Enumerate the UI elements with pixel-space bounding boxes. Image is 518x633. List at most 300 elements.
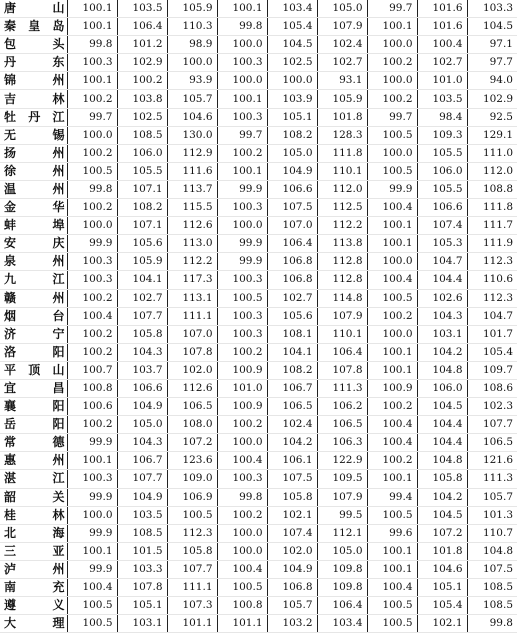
index-value-cell: 105.1 xyxy=(117,597,167,615)
city-name: 湛 江 xyxy=(4,471,65,486)
index-value-cell: 103.5 xyxy=(117,0,167,18)
index-value-cell: 130.0 xyxy=(167,126,217,144)
index-value-cell: 102.9 xyxy=(467,90,517,108)
index-value-cell: 100.3 xyxy=(217,199,267,217)
index-value-cell: 105.9 xyxy=(117,253,167,271)
index-value-cell: 122.9 xyxy=(317,452,367,470)
table-row xyxy=(0,253,517,271)
index-value-cell: 100.5 xyxy=(367,162,417,180)
index-value-cell: 105.1 xyxy=(417,579,467,597)
table-row xyxy=(0,307,517,325)
index-value-cell: 102.7 xyxy=(317,54,367,72)
index-value-cell: 100.3 xyxy=(217,54,267,72)
city-name: 北 海 xyxy=(4,525,65,540)
index-value-cell: 108.2 xyxy=(267,126,317,144)
index-value-cell: 100.2 xyxy=(67,90,117,108)
table-row xyxy=(0,217,517,235)
index-value-cell: 104.6 xyxy=(417,560,467,578)
index-value-cell: 103.5 xyxy=(417,90,467,108)
index-value-cell: 114.8 xyxy=(317,289,367,307)
table-row xyxy=(0,470,517,488)
index-value-cell: 109.3 xyxy=(417,126,467,144)
index-value-cell: 106.1 xyxy=(267,452,317,470)
city-name-cell xyxy=(0,506,67,524)
index-value-cell: 103.5 xyxy=(117,506,167,524)
index-value-cell: 108.1 xyxy=(267,325,317,343)
table-row xyxy=(0,108,517,126)
index-value-cell: 107.0 xyxy=(167,325,217,343)
city-name: 韶 关 xyxy=(4,489,65,504)
index-value-cell: 106.8 xyxy=(267,271,317,289)
city-name-cell xyxy=(0,126,67,144)
index-value-cell: 107.9 xyxy=(317,488,367,506)
index-value-cell: 102.0 xyxy=(267,542,317,560)
city-name: 安 庆 xyxy=(4,236,65,251)
index-value-cell: 100.4 xyxy=(417,36,467,54)
city-name-cell xyxy=(0,398,67,416)
index-value-cell: 100.0 xyxy=(67,506,117,524)
table-row xyxy=(0,452,517,470)
index-value-cell: 112.6 xyxy=(167,217,217,235)
city-name-cell xyxy=(0,289,67,307)
index-value-cell: 107.4 xyxy=(417,217,467,235)
index-value-cell: 100.8 xyxy=(67,379,117,397)
index-value-cell: 105.0 xyxy=(317,542,367,560)
index-value-cell: 108.5 xyxy=(467,597,517,615)
index-value-cell: 99.9 xyxy=(67,434,117,452)
city-name-cell xyxy=(0,379,67,397)
index-value-cell: 109.0 xyxy=(167,470,217,488)
table-row xyxy=(0,597,517,615)
index-value-cell: 102.4 xyxy=(267,416,317,434)
index-value-cell: 101.6 xyxy=(417,0,467,18)
index-value-cell: 105.6 xyxy=(117,235,167,253)
index-value-cell: 107.1 xyxy=(117,180,167,198)
table-row xyxy=(0,126,517,144)
index-value-cell: 100.1 xyxy=(67,542,117,560)
city-name: 南 充 xyxy=(4,580,65,595)
index-value-cell: 112.3 xyxy=(467,289,517,307)
city-name: 遵 义 xyxy=(4,598,65,613)
index-value-cell: 100.1 xyxy=(67,0,117,18)
table-row xyxy=(0,36,517,54)
city-name: 惠 州 xyxy=(4,453,65,468)
index-value-cell: 106.2 xyxy=(317,398,367,416)
index-value-cell: 111.7 xyxy=(467,217,517,235)
index-value-cell: 100.1 xyxy=(217,90,267,108)
index-value-cell: 109.8 xyxy=(317,560,367,578)
table-row xyxy=(0,524,517,542)
city-name: 常 德 xyxy=(4,435,65,450)
index-value-cell: 105.7 xyxy=(467,488,517,506)
index-value-cell: 105.4 xyxy=(267,18,317,36)
city-name: 九 江 xyxy=(4,272,65,287)
city-name: 秦皇岛 xyxy=(4,19,65,34)
table-row xyxy=(0,162,517,180)
index-value-cell: 92.5 xyxy=(467,108,517,126)
index-value-cell: 100.3 xyxy=(67,271,117,289)
index-value-cell: 107.1 xyxy=(117,217,167,235)
index-value-cell: 107.5 xyxy=(267,470,317,488)
index-value-cell: 104.4 xyxy=(417,434,467,452)
index-value-cell: 108.5 xyxy=(117,126,167,144)
city-name-cell xyxy=(0,271,67,289)
index-value-cell: 105.4 xyxy=(417,597,467,615)
index-value-cell: 100.4 xyxy=(367,199,417,217)
index-value-cell: 99.8 xyxy=(217,488,267,506)
index-value-cell: 112.9 xyxy=(167,144,217,162)
index-value-cell: 112.3 xyxy=(167,524,217,542)
index-value-cell: 100.0 xyxy=(217,36,267,54)
index-value-cell: 104.3 xyxy=(417,307,467,325)
table-row xyxy=(0,488,517,506)
index-value-cell: 111.8 xyxy=(317,144,367,162)
index-value-cell: 103.2 xyxy=(267,615,317,633)
city-name: 洛 阳 xyxy=(4,344,65,359)
index-value-cell: 100.2 xyxy=(67,343,117,361)
index-value-cell: 100.4 xyxy=(367,579,417,597)
index-value-cell: 100.0 xyxy=(217,217,267,235)
city-name: 温 州 xyxy=(4,181,65,196)
city-name: 徐 州 xyxy=(4,163,65,178)
table-row xyxy=(0,416,517,434)
index-value-cell: 100.2 xyxy=(67,289,117,307)
table-row xyxy=(0,0,517,18)
index-value-cell: 107.9 xyxy=(317,307,367,325)
index-value-cell: 99.7 xyxy=(367,108,417,126)
index-value-cell: 100.2 xyxy=(67,416,117,434)
index-value-cell: 100.0 xyxy=(217,72,267,90)
index-value-cell: 100.2 xyxy=(217,144,267,162)
city-name-cell xyxy=(0,36,67,54)
index-value-cell: 106.5 xyxy=(317,416,367,434)
index-value-cell: 110.1 xyxy=(317,162,367,180)
index-value-cell: 103.3 xyxy=(117,560,167,578)
index-value-cell: 104.3 xyxy=(117,343,167,361)
table-row xyxy=(0,343,517,361)
index-value-cell: 107.7 xyxy=(117,470,167,488)
index-value-cell: 111.0 xyxy=(467,144,517,162)
index-value-cell: 102.7 xyxy=(267,289,317,307)
table-row xyxy=(0,361,517,379)
table-row xyxy=(0,560,517,578)
index-value-cell: 100.2 xyxy=(67,199,117,217)
index-value-cell: 112.1 xyxy=(317,524,367,542)
index-value-cell: 107.2 xyxy=(417,524,467,542)
table-row xyxy=(0,379,517,397)
index-value-cell: 111.6 xyxy=(167,162,217,180)
index-value-cell: 100.2 xyxy=(217,343,267,361)
index-value-cell: 111.9 xyxy=(467,235,517,253)
city-name: 大 理 xyxy=(4,616,65,631)
city-name: 济 宁 xyxy=(4,326,65,341)
index-value-cell: 111.1 xyxy=(167,307,217,325)
index-value-cell: 99.8 xyxy=(467,615,517,633)
index-value-cell: 100.7 xyxy=(67,361,117,379)
index-value-cell: 100.2 xyxy=(367,307,417,325)
index-value-cell: 106.7 xyxy=(117,452,167,470)
index-value-cell: 100.3 xyxy=(217,108,267,126)
index-value-cell: 101.3 xyxy=(467,506,517,524)
index-value-cell: 100.4 xyxy=(67,579,117,597)
index-value-cell: 105.5 xyxy=(117,162,167,180)
index-value-cell: 100.1 xyxy=(67,18,117,36)
index-value-cell: 107.0 xyxy=(267,217,317,235)
index-value-cell: 129.1 xyxy=(467,126,517,144)
index-value-cell: 104.9 xyxy=(267,162,317,180)
index-value-cell: 105.8 xyxy=(167,542,217,560)
index-value-cell: 105.8 xyxy=(417,470,467,488)
index-value-cell: 109.8 xyxy=(317,579,367,597)
index-value-cell: 100.5 xyxy=(367,506,417,524)
index-value-cell: 102.1 xyxy=(267,506,317,524)
index-value-cell: 107.7 xyxy=(467,416,517,434)
city-name-cell xyxy=(0,307,67,325)
index-value-cell: 99.7 xyxy=(67,108,117,126)
index-value-cell: 99.9 xyxy=(217,235,267,253)
index-value-cell: 106.4 xyxy=(267,235,317,253)
index-value-cell: 105.3 xyxy=(417,235,467,253)
index-value-cell: 103.7 xyxy=(117,361,167,379)
index-value-cell: 112.6 xyxy=(167,379,217,397)
index-value-cell: 101.7 xyxy=(467,325,517,343)
index-value-cell: 98.9 xyxy=(167,36,217,54)
index-value-cell: 100.1 xyxy=(217,162,267,180)
index-value-cell: 107.3 xyxy=(167,597,217,615)
index-value-cell: 100.3 xyxy=(217,325,267,343)
index-value-cell: 100.1 xyxy=(367,18,417,36)
index-value-cell: 106.4 xyxy=(117,18,167,36)
index-value-cell: 107.7 xyxy=(167,560,217,578)
index-value-cell: 113.0 xyxy=(167,235,217,253)
index-value-cell: 106.6 xyxy=(267,180,317,198)
index-value-cell: 100.1 xyxy=(367,217,417,235)
index-value-cell: 112.8 xyxy=(317,253,367,271)
index-value-cell: 108.5 xyxy=(467,579,517,597)
index-value-cell: 102.7 xyxy=(417,54,467,72)
index-value-cell: 103.9 xyxy=(267,90,317,108)
index-value-cell: 106.7 xyxy=(267,379,317,397)
index-value-cell: 104.4 xyxy=(417,416,467,434)
index-value-cell: 93.1 xyxy=(317,72,367,90)
index-value-cell: 107.9 xyxy=(317,18,367,36)
table-row xyxy=(0,72,517,90)
index-value-cell: 100.3 xyxy=(67,253,117,271)
index-value-cell: 112.0 xyxy=(467,162,517,180)
index-value-cell: 108.0 xyxy=(167,416,217,434)
index-value-cell: 100.5 xyxy=(367,126,417,144)
index-value-cell: 112.8 xyxy=(317,271,367,289)
index-value-cell: 104.6 xyxy=(167,108,217,126)
index-value-cell: 101.8 xyxy=(317,108,367,126)
table-row xyxy=(0,90,517,108)
index-value-cell: 100.0 xyxy=(67,126,117,144)
index-value-cell: 103.3 xyxy=(467,0,517,18)
index-value-cell: 99.7 xyxy=(217,126,267,144)
index-value-cell: 102.6 xyxy=(417,289,467,307)
index-value-cell: 99.9 xyxy=(217,180,267,198)
index-value-cell: 117.3 xyxy=(167,271,217,289)
city-name: 吉 林 xyxy=(4,91,65,106)
index-value-cell: 106.3 xyxy=(317,434,367,452)
city-name: 金 华 xyxy=(4,200,65,215)
city-name: 牡丹江 xyxy=(4,109,65,124)
index-value-cell: 100.2 xyxy=(217,416,267,434)
index-value-cell: 105.0 xyxy=(267,144,317,162)
index-value-cell: 101.1 xyxy=(167,615,217,633)
index-value-cell: 107.7 xyxy=(117,307,167,325)
index-value-cell: 100.9 xyxy=(217,398,267,416)
index-value-cell: 115.5 xyxy=(167,199,217,217)
table-row xyxy=(0,271,517,289)
index-value-cell: 97.7 xyxy=(467,54,517,72)
index-value-cell: 100.0 xyxy=(367,253,417,271)
city-name: 扬 州 xyxy=(4,145,65,160)
index-value-cell: 102.1 xyxy=(417,615,467,633)
index-value-cell: 101.5 xyxy=(117,542,167,560)
index-value-cell: 106.9 xyxy=(167,488,217,506)
index-value-cell: 110.3 xyxy=(167,18,217,36)
city-name-cell xyxy=(0,488,67,506)
table-row xyxy=(0,180,517,198)
index-value-cell: 107.4 xyxy=(267,524,317,542)
index-value-cell: 104.8 xyxy=(467,542,517,560)
index-value-cell: 103.1 xyxy=(117,615,167,633)
index-value-cell: 110.6 xyxy=(467,271,517,289)
index-value-cell: 104.8 xyxy=(417,361,467,379)
index-value-cell: 104.1 xyxy=(267,343,317,361)
index-value-cell: 106.5 xyxy=(467,434,517,452)
city-name: 赣 州 xyxy=(4,290,65,305)
city-name-cell xyxy=(0,560,67,578)
index-value-cell: 100.4 xyxy=(367,434,417,452)
index-value-cell: 100.2 xyxy=(117,72,167,90)
index-value-cell: 99.8 xyxy=(67,180,117,198)
index-value-cell: 99.5 xyxy=(317,506,367,524)
index-value-cell: 104.4 xyxy=(417,271,467,289)
table-row xyxy=(0,199,517,217)
index-value-cell: 100.1 xyxy=(367,361,417,379)
index-value-cell: 100.2 xyxy=(67,325,117,343)
index-value-cell: 99.4 xyxy=(367,488,417,506)
city-name: 蚌 埠 xyxy=(4,218,65,233)
index-value-cell: 105.0 xyxy=(317,0,367,18)
index-value-cell: 99.8 xyxy=(217,18,267,36)
city-name-cell xyxy=(0,325,67,343)
index-value-cell: 107.8 xyxy=(167,343,217,361)
index-value-cell: 100.1 xyxy=(367,343,417,361)
index-value-cell: 109.5 xyxy=(317,470,367,488)
city-name: 岳 阳 xyxy=(4,417,65,432)
city-name-cell xyxy=(0,524,67,542)
city-name-cell xyxy=(0,434,67,452)
city-name-cell xyxy=(0,217,67,235)
index-value-cell: 113.7 xyxy=(167,180,217,198)
index-value-cell: 101.8 xyxy=(417,542,467,560)
index-value-cell: 106.6 xyxy=(117,379,167,397)
city-name: 宜 昌 xyxy=(4,381,65,396)
index-value-cell: 100.9 xyxy=(217,361,267,379)
index-value-cell: 105.9 xyxy=(167,0,217,18)
table-row xyxy=(0,434,517,452)
index-value-cell: 106.6 xyxy=(417,199,467,217)
table-row xyxy=(0,18,517,36)
city-name-cell xyxy=(0,361,67,379)
index-value-cell: 100.0 xyxy=(367,144,417,162)
index-value-cell: 100.5 xyxy=(67,615,117,633)
index-value-cell: 100.5 xyxy=(217,289,267,307)
city-name-cell xyxy=(0,0,67,18)
table-row xyxy=(0,542,517,560)
index-value-cell: 100.3 xyxy=(67,54,117,72)
index-value-cell: 108.6 xyxy=(467,379,517,397)
city-name-cell xyxy=(0,108,67,126)
city-name: 泸 州 xyxy=(4,561,65,576)
index-value-cell: 104.5 xyxy=(417,506,467,524)
index-value-cell: 105.5 xyxy=(417,180,467,198)
index-value-cell: 100.5 xyxy=(217,579,267,597)
index-value-cell: 110.7 xyxy=(467,524,517,542)
city-name-cell xyxy=(0,597,67,615)
index-value-cell: 101.0 xyxy=(217,379,267,397)
city-name-cell xyxy=(0,343,67,361)
city-name: 烟 台 xyxy=(4,308,65,323)
city-name-cell xyxy=(0,579,67,597)
table-row xyxy=(0,54,517,72)
index-value-cell: 101.6 xyxy=(417,18,467,36)
index-value-cell: 103.4 xyxy=(317,615,367,633)
city-name: 桂 林 xyxy=(4,507,65,522)
index-value-cell: 106.4 xyxy=(317,343,367,361)
table-row xyxy=(0,398,517,416)
index-value-cell: 112.0 xyxy=(317,180,367,198)
city-name-cell xyxy=(0,542,67,560)
index-value-cell: 112.2 xyxy=(167,253,217,271)
city-name-cell xyxy=(0,470,67,488)
index-value-cell: 106.8 xyxy=(267,579,317,597)
index-value-cell: 104.2 xyxy=(267,434,317,452)
index-value-cell: 100.0 xyxy=(367,72,417,90)
city-name: 包 头 xyxy=(4,37,65,52)
index-value-cell: 108.2 xyxy=(117,199,167,217)
index-value-cell: 100.2 xyxy=(367,398,417,416)
index-value-cell: 100.5 xyxy=(167,506,217,524)
index-value-cell: 102.5 xyxy=(117,108,167,126)
index-value-cell: 102.7 xyxy=(117,289,167,307)
index-value-cell: 100.0 xyxy=(267,72,317,90)
index-value-cell: 99.9 xyxy=(67,488,117,506)
index-value-cell: 104.3 xyxy=(117,434,167,452)
index-value-cell: 98.4 xyxy=(417,108,467,126)
table-row xyxy=(0,615,517,633)
index-value-cell: 100.0 xyxy=(167,54,217,72)
index-value-cell: 102.0 xyxy=(167,361,217,379)
index-value-cell: 100.0 xyxy=(217,434,267,452)
city-name-cell xyxy=(0,162,67,180)
index-value-cell: 103.4 xyxy=(267,0,317,18)
index-value-cell: 100.5 xyxy=(67,162,117,180)
index-value-cell: 104.2 xyxy=(417,343,467,361)
index-value-cell: 101.1 xyxy=(217,615,267,633)
index-value-cell: 102.3 xyxy=(467,398,517,416)
index-value-cell: 104.1 xyxy=(117,271,167,289)
index-value-cell: 100.4 xyxy=(367,271,417,289)
index-value-cell: 100.1 xyxy=(217,0,267,18)
index-value-cell: 99.6 xyxy=(367,524,417,542)
index-value-cell: 100.0 xyxy=(367,36,417,54)
city-name-cell xyxy=(0,416,67,434)
city-name: 平顶山 xyxy=(4,362,65,377)
